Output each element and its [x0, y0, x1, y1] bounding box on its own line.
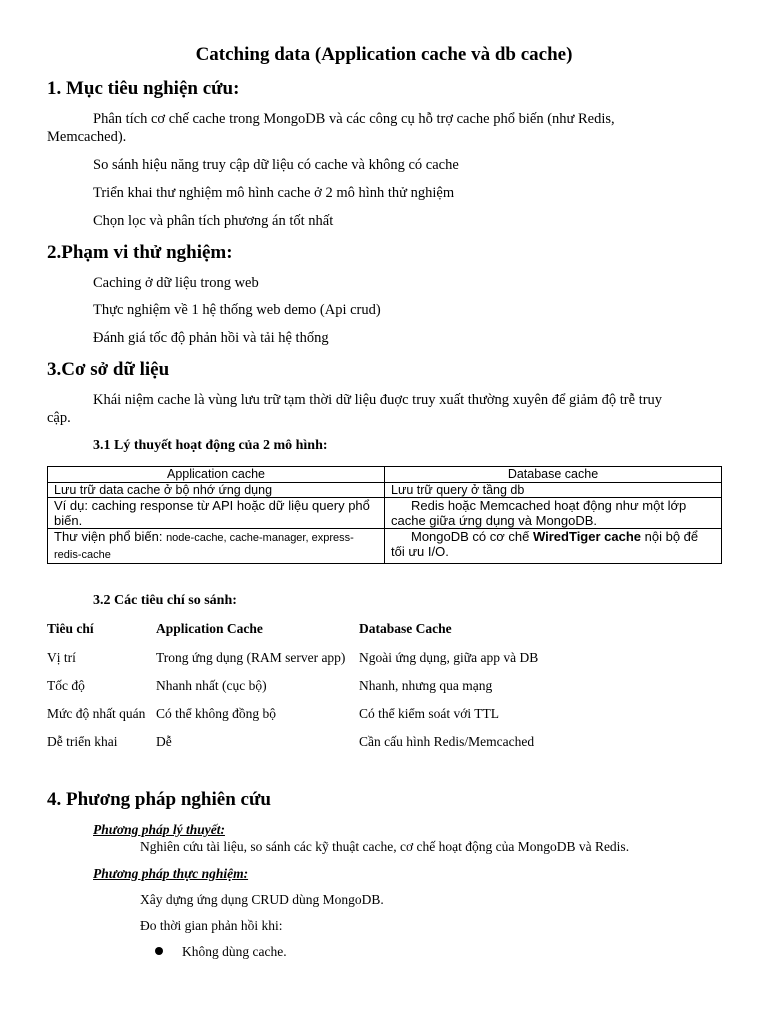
section-1-heading: 1. Mục tiêu nghiện cứu:: [47, 78, 240, 99]
table-cell: Ví dụ: caching response từ API hoặc dữ liệu query phổ biến.: [48, 498, 385, 529]
table-header-row: [48, 467, 722, 483]
wiredtiger-term: WiredTiger cache: [532, 529, 642, 544]
table-cell: Lưu trữ query ở tầng db: [385, 483, 722, 498]
table-row: [48, 529, 722, 564]
section-3-heading: 3.Cơ sở dữ liệu: [47, 359, 170, 380]
compare-cell: Mức độ nhất quán: [47, 706, 146, 721]
compare-cell: Vị trí: [47, 650, 76, 665]
compare-cell: Cần cấu hình Redis/Memcached: [359, 734, 535, 749]
section-1-item-deploy: Triển khai thư nghiệm mô hình cache ở 2 mô hình thử nghiệm: [93, 185, 455, 201]
wiredtiger-post: nội bộ để tối ưu I/O.: [391, 529, 699, 559]
compare-cell: Nhanh nhất (cục bộ): [156, 678, 267, 693]
bullet-item-no-cache: Không dùng cache.: [182, 944, 287, 959]
library-label: Thư viện phổ biến:: [54, 529, 167, 544]
bullet-dot-icon: [155, 947, 163, 955]
library-list: node-cache, cache-manager, express-redis-cache: [54, 532, 354, 561]
table-cell: [385, 529, 722, 564]
theory-method-label: Phương pháp lý thuyết:: [93, 822, 225, 837]
cache-models-table: [47, 466, 722, 564]
section-2-heading: 2.Phạm vi thử nghiệm:: [47, 242, 233, 263]
section-3-paragraph-line-1: Khái niệm cache là vùng lưu trữ tạm thời dữ liệu đuợc truy xuất thường xuyên để giảm độ trễ truy: [93, 392, 663, 408]
section-1-paragraph-line-1: Phân tích cơ chế cache trong MongoDB và các công cụ hỗ trợ cache phổ biến (như Redis,: [93, 111, 615, 127]
section-1-paragraph-line-2: Memcached).: [47, 129, 127, 145]
section-1-item-select: Chọn lọc và phân tích phương án tốt nhất: [93, 213, 334, 229]
compare-cell: Dễ triển khai: [47, 734, 118, 749]
compare-header-criteria: Tiêu chí: [47, 621, 94, 636]
section-2-item-1: Caching ở dữ liệu trong web: [93, 275, 259, 291]
compare-header-application-cache: Application Cache: [156, 621, 263, 636]
experimental-item-1: Xây dựng ứng dụng CRUD dùng MongoDB.: [140, 892, 384, 907]
compare-header-database-cache: Database Cache: [359, 621, 452, 636]
table-row: [48, 498, 722, 529]
section-2-item-2: Thực nghiệm về 1 hệ thống web demo (Api crud): [93, 302, 381, 318]
document-title: Catching data (Application cache và db cache): [195, 44, 573, 65]
compare-cell: Tốc độ: [47, 678, 85, 693]
table-header-application-cache: Application cache: [48, 467, 385, 483]
theory-method-text: Nghiên cứu tài liệu, so sánh các kỹ thuật cache, cơ chế hoạt động của MongoDB và Redis.: [140, 839, 630, 854]
experimental-item-2: Đo thời gian phản hồi khi:: [140, 918, 283, 933]
compare-cell: Ngoài ứng dụng, giữa app và DB: [359, 650, 539, 665]
section-1-item-compare: So sánh hiệu năng truy cập dữ liệu có cache và không có cache: [93, 157, 459, 173]
wiredtiger-pre: MongoDB có cơ chế: [411, 529, 533, 544]
section-2-item-3: Đánh giá tốc độ phản hồi và tải hệ thống: [93, 330, 329, 346]
subsection-3-2-heading: 3.2 Các tiêu chí so sánh:: [93, 593, 237, 608]
compare-cell: Có thể kiểm soát với TTL: [359, 706, 499, 721]
experimental-method-label: Phương pháp thực nghiệm:: [93, 866, 249, 881]
compare-cell: Dễ: [156, 734, 172, 749]
table-cell: Redis hoặc Memcached hoạt động như một lớp cache giữa ứng dụng và MongoDB.: [385, 498, 722, 529]
compare-cell: Nhanh, nhưng qua mạng: [359, 678, 493, 693]
section-3-paragraph-line-2: cập.: [47, 410, 71, 426]
table-header-database-cache: Database cache: [385, 467, 722, 483]
table-cell: [48, 529, 385, 564]
compare-cell: Có thể không đồng bộ: [156, 706, 276, 721]
table-row: [48, 483, 722, 498]
section-4-heading: 4. Phương pháp nghiên cứu: [47, 789, 271, 810]
subsection-3-1-heading: 3.1 Lý thuyết hoạt động của 2 mô hình:: [93, 438, 328, 453]
table-cell: Lưu trữ data cache ở bộ nhớ ứng dụng: [48, 483, 385, 498]
compare-cell: Trong ứng dụng (RAM server app): [156, 650, 346, 665]
